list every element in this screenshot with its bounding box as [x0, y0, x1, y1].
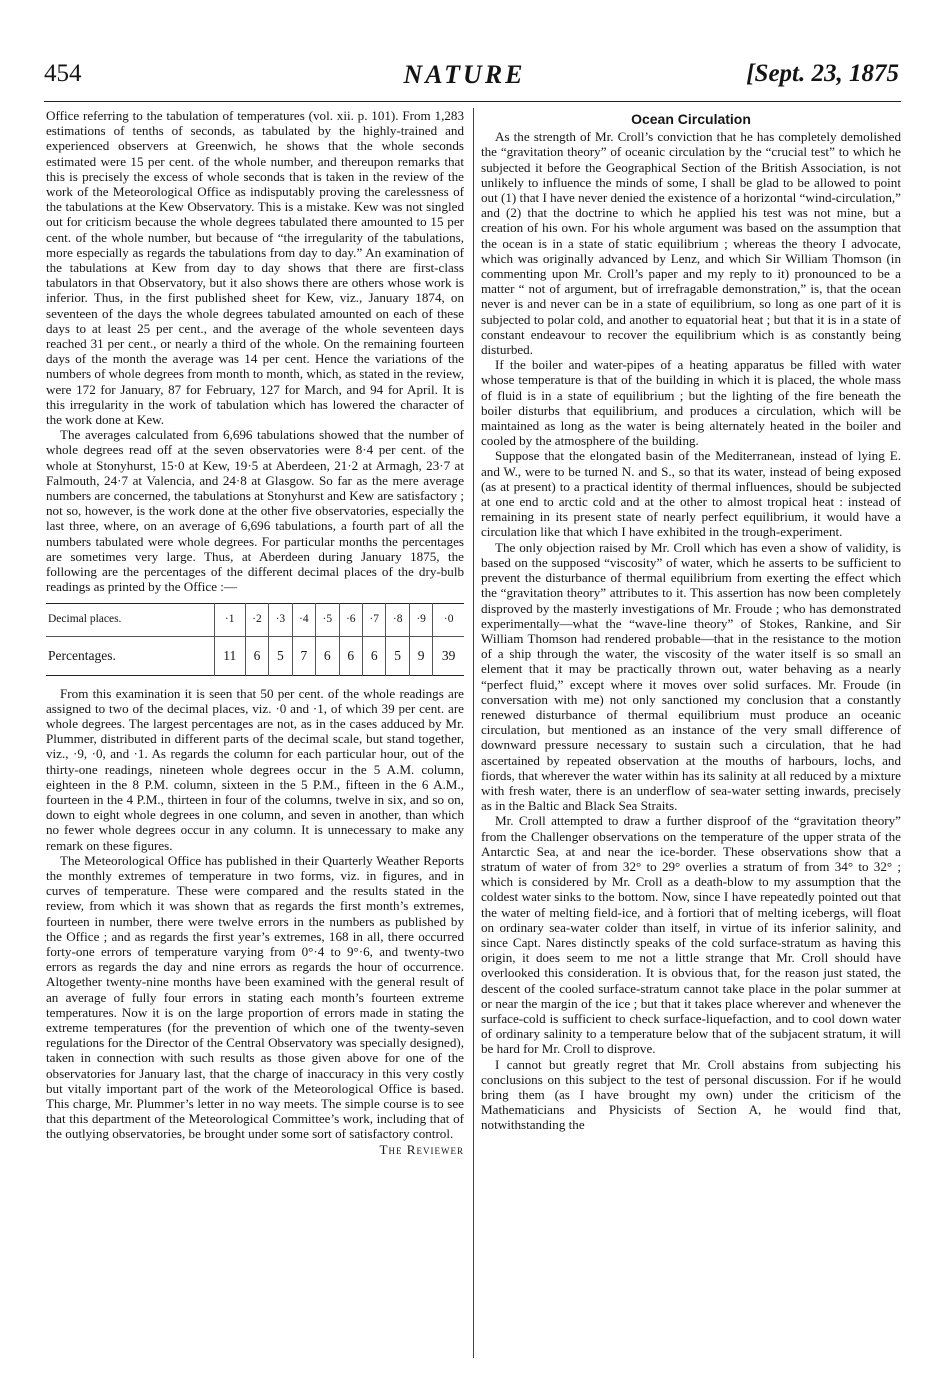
- table-cell: 5: [269, 636, 292, 675]
- table-cell: 39: [433, 636, 464, 675]
- table-cell: ·3: [269, 603, 292, 636]
- percentages-row: [46, 636, 464, 675]
- left-column: [46, 108, 464, 1157]
- table-cell: 9: [409, 636, 432, 675]
- table-cell: 6: [339, 636, 362, 675]
- left-paragraph-1: Office referring to the tabulation of temperatures (vol. xii. p. 101). From 1,283 estimations of tenths of seconds, as tabulated by the highly-trained and experienced observers at Greenwich, he shows that the whole seconds estimated were 15 per cent. of the whole number, and thereupon remarks that this is precisely the excess of whole seconds that is taken in the review of the work of the Meteorological Office as indisputably proving the carelessness of the tabulations at the Kew Observatory. This is a mistake. Kew was not singled out for criticism because the whole degrees tabulated there amounted to 15 per cent. of the whole number, but because of “the irregularity of the tabulations, more especially as regards the tabulations from day to day.” An examination of the tabulations at Kew from day to day shows that there are first-class tabulators in that Observatory, but it also shows there are others whose work is inferior. Thus, in the first published sheet for Kew, viz., January 1874, on seventeen of the days the whole degrees tabulated amounted on each of these days to at least 25 per cent., and the average of the whole seventeen days reached 31 per cent., or nearly a third of the whole. On the remaining fourteen days of the month the average was 14 per cent. Hence the variations of the numbers of whole degrees from month to month, which, as stated in the review, were 172 for January, 87 for February, 127 for March, and 94 for April. It is this irregularity in the work of tabulation which has lowered the character of the work done at Kew.: [46, 108, 464, 428]
- decimal-places-row: [46, 603, 464, 636]
- right-paragraph-3: Suppose that the elongated basin of the Mediterranean, instead of lying E. and W., were to be turned N. and S., so that its water, instead of being exposed (as at present) to a practical identity of thermal influences, should be subjected at one end to arctic cold and at the other to almost tropical heat : instead of remaining in its present state of nearly perfect equilibrium, it would have a circulation like that which I have exhibited in the trough-experiment.: [481, 448, 901, 540]
- issue-date: [Sept. 23, 1875: [746, 60, 899, 87]
- table-cell: 6: [316, 636, 339, 675]
- header-rule: [44, 101, 901, 102]
- table-cell: 6: [362, 636, 385, 675]
- table-cell: ·2: [245, 603, 268, 636]
- right-paragraph-5: Mr. Croll attempted to draw a further disproof of the “gravitation theory” from the Challenger observations on the temperature of the upper strata of the Antarctic Sea, at and near the ice-border. These observations show that a stratum of water of from 32° to 29° overlies a stratum of from 34° to 32° ; which is considered by Mr. Croll as a death-blow to my assumption that the coldest water sinks to the bottom. Now, since I have repeatedly pointed out that the water of melting field-ice, and à fortiori that of melting icebergs, will float on ordinary sea-water colder than itself, in virtue of its inferior salinity, and since Capt. Nares distinctly speaks of the cold surface-stratum as having this origin, it does seem to me not a little strange that Mr. Croll should have overlooked this consideration. It is obvious that, for the reason just stated, the descent of the cooled surface-stratum cannot take place in the polar summer at or near the margin of the ice ; but that it takes place wherever and whenever the surface-cold is sufficient to check surface-liquefaction, and to cool down water of ordinary salinity to a temperature below that of the subjacent stratum, it will be hard for Mr. Croll to disprove.: [481, 813, 901, 1057]
- right-column: [481, 108, 901, 1133]
- decimal-percentages-table: [46, 603, 464, 676]
- table-cell: 6: [245, 636, 268, 675]
- table-cell: ·4: [292, 603, 315, 636]
- table-cell: 11: [214, 636, 245, 675]
- journal-title: NATURE: [403, 60, 526, 89]
- table-cell: ·7: [362, 603, 385, 636]
- table-cell: ·6: [339, 603, 362, 636]
- table-cell: ·0: [433, 603, 464, 636]
- row-label-percentages: Percentages.: [48, 647, 116, 663]
- left-paragraph-2: The averages calculated from 6,696 tabulations showed that the number of whole degrees read off at the seven observatories were 8·4 per cent. of the whole at Stonyhurst, 15·0 at Kew, 19·5 at Aberdeen, 21·2 at Armagh, 23·7 at Falmouth, 24·7 at Valencia, and 24·8 at Glasgow. So far as the mere average numbers are concerned, the tabulations at Stonyhurst and Kew are satisfactory ; not so, however, is the work done at the other five observatories, especially the last three, where, on an average of 6,696 tabulations, a fourth part of all the numbers tabulated were whole degrees. For particular months the percentages are sometimes very large. Thus, at Aberdeen during January 1875, the following are the percentages of the different decimal places of the dry-bulb readings as printed by the Office :—: [46, 427, 464, 595]
- right-paragraph-6: I cannot but greatly regret that Mr. Croll abstains from subjecting his conclusions on this subject to the test of personal discussion. For if he would bring them (as I have brought my own) under the criticism of the Mathematicians and Physicists of Section A, he would find that, notwithstanding the: [481, 1056, 901, 1133]
- signature: The Reviewer: [379, 1141, 464, 1157]
- table-cell: ·9: [409, 603, 432, 636]
- table-cell: ·1: [214, 603, 245, 636]
- page-number: 454: [44, 60, 82, 87]
- left-paragraph-4: [46, 852, 464, 1157]
- column-divider: [473, 108, 474, 1358]
- article-heading: Ocean Circulation: [631, 111, 751, 127]
- table-cell: 7: [292, 636, 315, 675]
- table-cell: ·5: [316, 603, 339, 636]
- table-cell: 5: [386, 636, 409, 675]
- right-paragraph-2: If the boiler and water-pipes of a heating apparatus be filled with water whose temperature is that of the building in which it is placed, the whole mass of fluid is in a state of equilibrium ; but the lighting of the fire beneath the boiler disturbs that equilibrium, and produces a circulation, which will be maintained as long as the water is being alternately heated in the boiler and cooled by the atmosphere of the building.: [481, 357, 901, 449]
- page-header: [0, 58, 929, 98]
- left-paragraph-3: From this examination it is seen that 50 per cent. of the whole readings are assigned to two of the decimal places, viz. ·0 and ·1, of which 39 per cent. are whole degrees. The largest percentages are not, as in the cases adduced by Mr. Plummer, distributed in different parts of the decimal scale, but stand together, viz., ·9, ·0, and ·1. As regards the column for each particular hour, out of the thirty-one readings, nineteen whole degrees occur in the 5 A.M. column, eighteen in the 8 P.M. column, sixteen in the 5 P.M., fifteen in the 6 A.M., fourteen in the 4 P.M., thirteen in four of the columns, twelve in six, and so on, down to eight whole degrees in one column, and seven in another, than which no fewer whole degrees occur in any column. It is unnecessary to make any remark on these figures.: [46, 685, 464, 853]
- right-paragraph-4: The only objection raised by Mr. Croll which has even a show of validity, is based on the supposed “viscosity” of water, which he asserts to be sufficient to prevent the disturbance of thermal equilibrium from exerting the effect which the “gravitation theory” attributes to it. This assertion has now been completely disproved by the masterly investigations of Mr. Froude ; who has demonstrated experimentally—what the “wave-line theory” of Stokes, Rankine, and Sir William Thomson had rendered probable—that in the resistance to the motion of a ship through the water, the viscosity of the water itself is so small an element that it may be practically thrown out, water behaving as a nearly “perfect fluid,” except where it moves over solid surfaces. Mr. Froude (in conversation with me) not only sanctioned my conclusion that a constantly renewed disturbance of thermal equilibrium must produce an oceanic circulation, but mentioned as an instance of the very small difference of downward pressure necessary to sustain such a circulation, that he had ascertained by repeated observation at the mouths of harbours, lochs, and fiords, that wherever the water within has its salinity at all reduced by a mixture with fresh water, there is an underflow of sea-water setting inwards, precisely as in the Baltic and Black Sea Straits.: [481, 539, 901, 814]
- left-paragraph-4-text: The Meteorological Office has published in their Quarterly Weather Reports the monthly extremes of temperature in two forms, viz. in figures, and in curves of temperature. These were compared and the results stated in the review, from which it was shown that as regards the first month’s extremes, fourteen in number, there were twelve errors in the numbers as published by the Office ; and as regards the first year’s extremes, 168 in all, there occurred forty-one errors of temperature varying from 0°·4 to 9°·6, and twenty-two errors as regards the day and nine errors as regards the hour of occurrence. Altogether twenty-nine months have been examined with the general result of an average of fully four errors in stating each month’s fourteen extreme temperatures. Now it is on the large proportion of errors made in stating the extreme temperatures (for the prevention of which one of the twenty-seven regulations for the Director of the Central Observatory was specially designed), taken in connection with such results as those given above for one of the observatories for January last, that the charge of inaccuracy in this very costly but vitally important part of the work of the Meteorological Office is based. This charge, Mr. Plummer’s letter in no way meets. The simple course is to see that this department of the Meteorological Committee’s work, including that of the outlying observatories, be brought under some sort of satisfactory control.: [46, 852, 464, 1142]
- right-paragraph-1: As the strength of Mr. Croll’s conviction that he has completely demolished the “gravitation theory” of oceanic circulation by the “crucial test” to which he subjected it before the Geographical Section of the British Association, is not unlikely to influence the minds of some, I shall be glad to be allowed to point out (1) that I have never denied the existence of a horizontal “wind-circulation,” and (2) that the doctrine to which he applied his test was not mine, but a creation of his own. For his whole argument was based on the assumption that the ocean is in a state of static equilibrium ; whereas the theory I advocate, which was originally advanced by Lenz, and which Sir William Thomson (in commenting upon Mr. Croll’s paper and my reply to it) pronounced to be a matter “ not of argument, but of irrefragable demonstration,” is, that the ocean never is and never can be in a state of equilibrium, so long as one part of it is subjected to polar cold, and another to equatorial heat ; but that it is in a state of constant endeavour to recover the equilibrium which is as constantly being disturbed.: [481, 129, 901, 358]
- row-label-decimal-places: Decimal places.: [46, 603, 214, 636]
- table-cell: ·8: [386, 603, 409, 636]
